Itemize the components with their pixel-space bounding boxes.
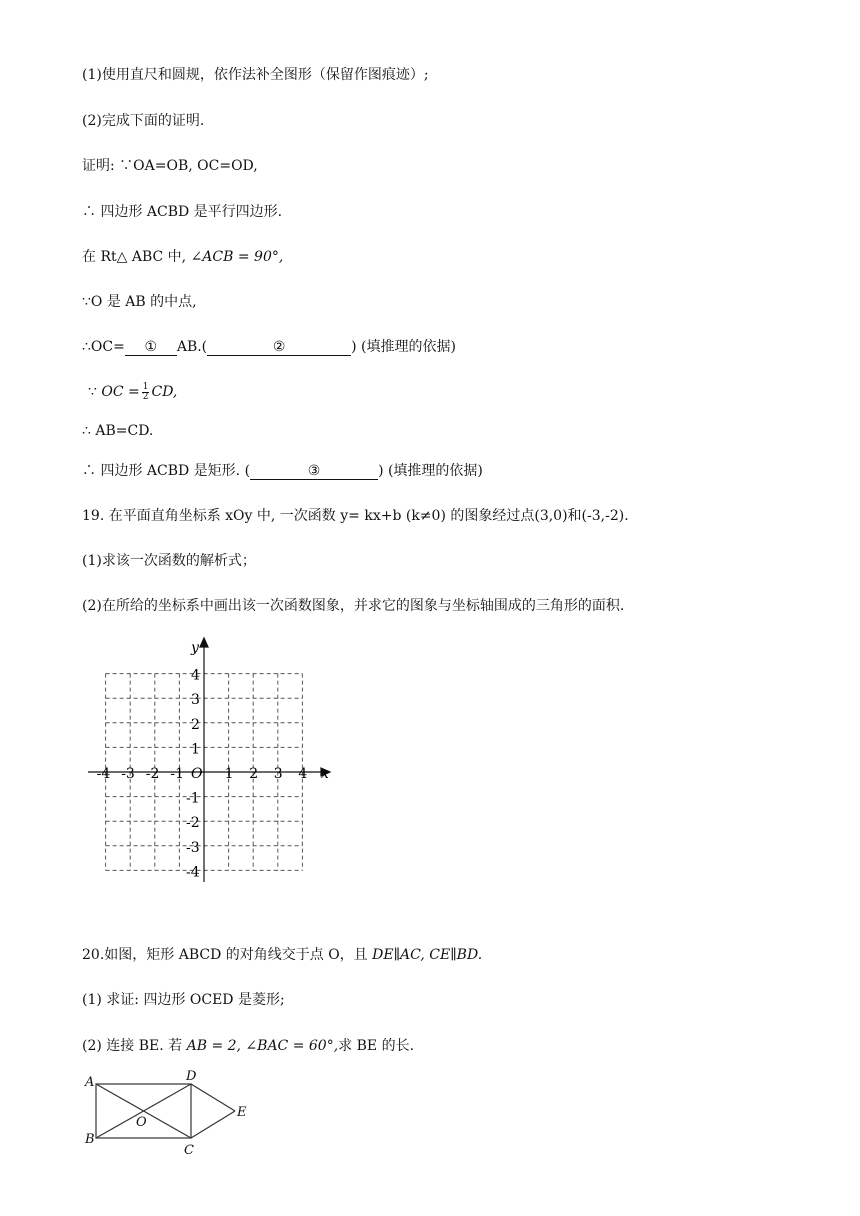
y-tick-label: -2: [186, 815, 200, 832]
rectangle-figure: [82, 1066, 262, 1158]
label-b: B: [85, 1132, 95, 1147]
y-tick-label: -4: [186, 864, 200, 881]
proof-line-2: ∴ 四边形 ACBD 是平行四边形.: [82, 204, 283, 220]
proof-line-3-text: 在 Rt△ ABC 中,: [82, 249, 187, 265]
fraction-numerator: 1: [142, 381, 149, 392]
x-axis-label: x: [321, 766, 329, 782]
origin-label: O: [191, 766, 203, 782]
label-a: A: [85, 1075, 95, 1090]
label-c: C: [184, 1143, 194, 1158]
proof-line-4: ∵O 是 AB 的中点,: [82, 294, 197, 310]
y-axis-label: y: [191, 640, 199, 656]
proof-line-1: 证明: ∵OA=OB, OC=OD,: [82, 158, 258, 174]
half-fraction: [142, 383, 150, 402]
y-tick-label: 3: [191, 692, 200, 709]
y-axis-arrow: [200, 638, 208, 647]
q20-stem-math: DE∥AC, CE∥BD.: [372, 947, 483, 963]
x-tick-label: -2: [145, 766, 160, 782]
segment-ce: [191, 1111, 235, 1138]
because-symbol: ∵: [88, 384, 97, 400]
q19-part2: (2)在所给的坐标系中画出该一次函数图象，并求它的图象与坐标轴围成的三角形的面积.: [82, 598, 625, 614]
y-tick-label: 2: [191, 716, 200, 733]
x-tick-label: -3: [121, 766, 135, 782]
y-tick-label: 1: [191, 741, 200, 758]
cd-math: CD,: [151, 384, 178, 400]
q19-part1: (1)求该一次函数的解析式；: [82, 553, 256, 569]
proof-line-3: [82, 248, 283, 266]
proof-line-5: [82, 338, 456, 356]
fraction-denominator: 2: [142, 391, 149, 402]
q18-part1: (1)使用直尺和圆规，依作法补全图形（保留作图痕迹）;: [82, 67, 429, 83]
label-e: E: [237, 1105, 247, 1120]
q18-part2: (2)完成下面的证明.: [82, 113, 205, 129]
angle-acb-math: ∠ACB = 90°,: [190, 249, 284, 265]
q20-part2-suffix: 求 BE 的长.: [338, 1038, 415, 1054]
q20-stem-text: 20.如图，矩形 ABCD 的对角线交于点 O，且: [82, 947, 368, 963]
y-tick-label: -3: [186, 839, 200, 856]
label-d: D: [186, 1069, 197, 1084]
x-tick-label: 4: [298, 766, 308, 782]
x-tick-label: -1: [170, 766, 185, 782]
proof-line-8-suffix: ) (填推理的依据): [378, 463, 483, 479]
blank-3[interactable]: ③: [250, 463, 378, 480]
proof-line-6: [88, 380, 177, 406]
q20-part2-math: AB = 2, ∠BAC = 60°,: [186, 1038, 339, 1054]
oc-math: OC =: [101, 384, 140, 400]
q19-stem: 19. 在平面直角坐标系 xOy 中, 一次函数 y= kx+b (k≠0) 的图象经过点(3,0)和(-3,-2).: [82, 508, 629, 524]
q20-stem: [82, 946, 482, 964]
proof-line-5-prefix: ∴OC=: [82, 339, 125, 355]
x-tick-label: 1: [224, 766, 234, 782]
y-tick-label: -1: [186, 790, 200, 807]
q20-part2: [82, 1037, 414, 1055]
label-o: O: [136, 1115, 147, 1130]
proof-line-7: ∴ AB=CD.: [82, 423, 154, 439]
x-tick-label: -4: [96, 766, 111, 782]
x-tick-label: 2: [249, 766, 259, 782]
segment-de: [191, 1084, 235, 1111]
x-tick-label: 3: [273, 766, 283, 782]
y-tick-label: 4: [191, 667, 200, 684]
q20-part1: (1) 求证: 四边形 OCED 是菱形;: [82, 992, 285, 1008]
proof-line-8: [82, 462, 483, 480]
q20-part2-prefix: (2) 连接 BE. 若: [82, 1038, 183, 1054]
proof-line-5-suffix: ) (填推理的依据): [351, 339, 456, 355]
coordinate-grid: [80, 632, 340, 890]
blank-2[interactable]: ②: [207, 339, 351, 356]
proof-line-5-mid: AB.(: [176, 339, 208, 355]
proof-line-8-prefix: ∴ 四边形 ACBD 是矩形. (: [82, 463, 251, 479]
blank-1[interactable]: ①: [125, 339, 177, 356]
